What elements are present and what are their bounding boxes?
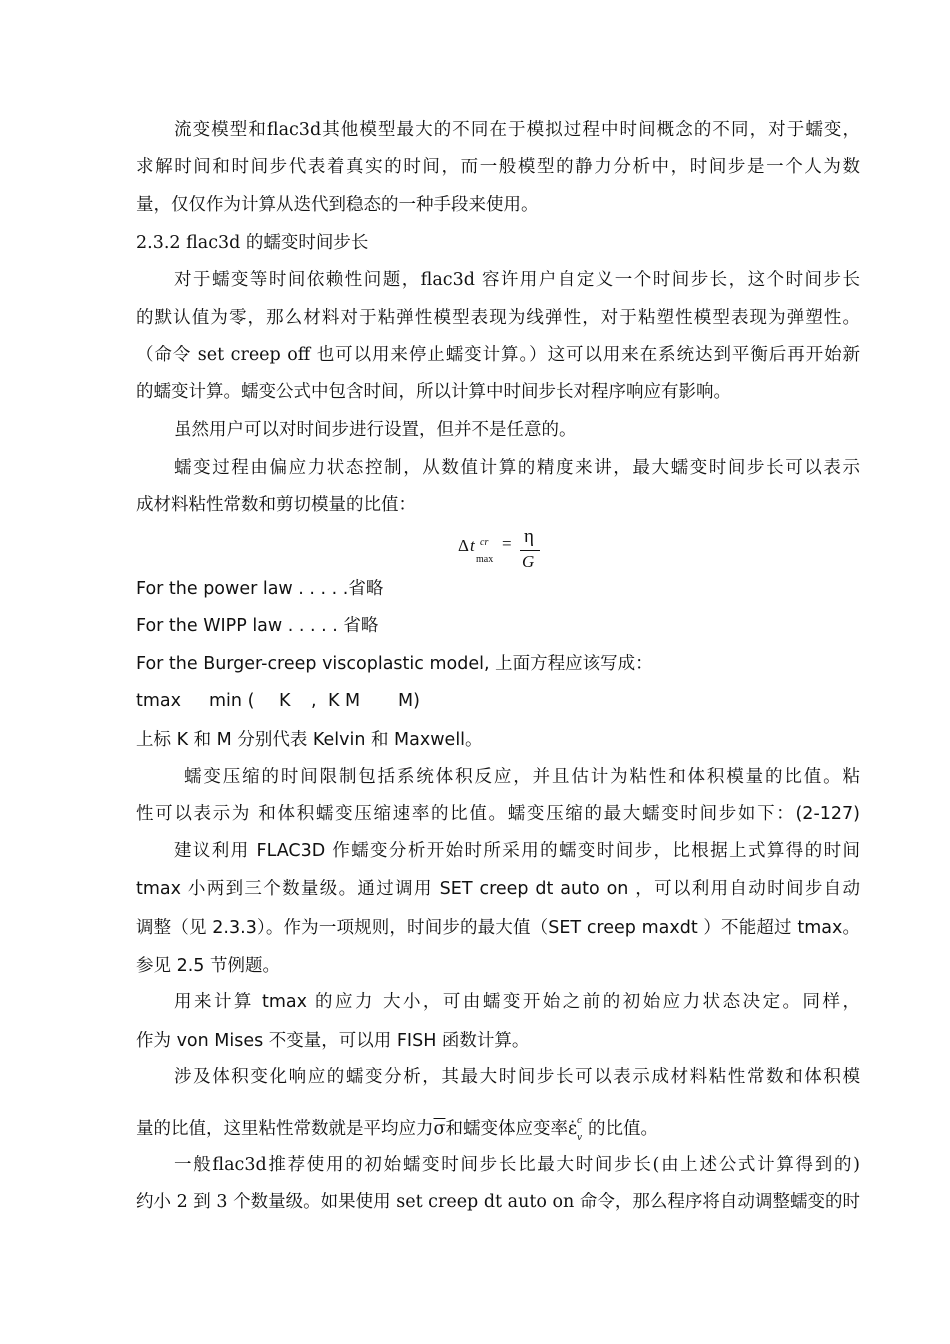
epsilon-dot: ε̇ bbox=[567, 1119, 578, 1139]
paragraph-1-line-1: 流变模型和flac3d其他模型最大的不同在于模拟过程中时间概念的不同，对于蠕变， bbox=[174, 120, 860, 140]
paragraph-3: 虽然用户可以对时间步进行设置，但并不是任意的。 bbox=[174, 420, 577, 440]
paragraph-8-text-c: 的比值。 bbox=[587, 1119, 658, 1139]
tmax-km: K M bbox=[328, 691, 361, 711]
formula-subscript: max bbox=[476, 554, 494, 565]
tmax-label: tmax bbox=[136, 691, 181, 711]
paragraph-5-line-1: 蠕变压缩的时间限制包括系统体积反应，并且估计为粘性和体积模量的比值。粘 bbox=[184, 767, 860, 787]
paragraph-1-line-3: 量，仅仅作为计算从迭代到稳态的一种手段来使用。 bbox=[136, 195, 539, 215]
formula-fraction-bar bbox=[520, 550, 540, 551]
paragraph-2-line-2: 的默认值为零，那么材料对于粘弹性模型表现为线弹性，对于粘塑性模型表现为弹塑性。 bbox=[136, 308, 860, 328]
formula-t: t bbox=[470, 536, 475, 555]
paragraph-4-line-1: 蠕变过程由偏应力状态控制，从数值计算的精度来讲，最大蠕变时间步长可以表示 bbox=[174, 458, 860, 478]
volumetric-strain-rate-symbol bbox=[568, 1117, 588, 1141]
tmax-comma: , bbox=[311, 691, 317, 711]
paragraph-8-text-b: 和蠕变体应变率 bbox=[445, 1119, 568, 1139]
formula-equals: = bbox=[502, 534, 512, 553]
paragraph-9-line-2: 约小 2 到 3 个数量级。如果使用 set creep dt auto on 命令，那么程序将自动调整蠕变的时 bbox=[136, 1192, 860, 1212]
epsilon-superscript: c bbox=[576, 1116, 582, 1126]
tmax-min: min ( bbox=[209, 691, 255, 711]
paragraph-6-line-4: 参见 2.5 节例题。 bbox=[136, 956, 280, 976]
formula-numerator: η bbox=[524, 526, 534, 547]
paragraph-7-line-2: 作为 von Mises 不变量，可以用 FISH 函数计算。 bbox=[136, 1031, 530, 1051]
tmax-m: M) bbox=[398, 691, 420, 711]
paragraph-2-line-3: （命令 set creep off 也可以用来停止蠕变计算。）这可以用来在系统达到平衡后再开始新 bbox=[136, 345, 860, 365]
formula-denominator: G bbox=[522, 552, 535, 571]
formula-delta: Δ bbox=[458, 536, 469, 555]
paragraph-6-line-2: tmax 小两到三个数量级。通过调用 SET creep dt auto on ，可以利用自动时间步自动 bbox=[136, 879, 860, 899]
paragraph-7-line-1: 用来计算 tmax 的应力 大小，可由蠕变开始之前的初始应力状态决定。同样， bbox=[174, 992, 860, 1012]
mean-stress-symbol: $\overline{\sigma}$ bbox=[433, 1119, 446, 1139]
epsilon-subscript: v bbox=[576, 1133, 583, 1143]
paragraph-1-line-2: 求解时间和时间步代表着真实的时间，而一般模型的静力分析中，时间步是一个人为数 bbox=[136, 157, 860, 177]
tmax-k: K bbox=[279, 691, 291, 711]
burger-model-line: For the Burger-creep viscoplastic model, 上面方程应该写成： bbox=[136, 654, 653, 674]
paragraph-8-line-1: 涉及体积变化响应的蠕变分析，其最大时间步长可以表示成材料粘性常数和体积模 bbox=[174, 1067, 860, 1087]
superscript-note: 上标 K 和 M 分别代表 Kelvin 和 Maxwell。 bbox=[136, 730, 483, 750]
formula-superscript: cr bbox=[480, 537, 489, 548]
paragraph-8-text-a: 量的比值，这里粘性常数就是平均应力 bbox=[136, 1119, 434, 1139]
section-heading: 2.3.2 flac3d 的蠕变时间步长 bbox=[136, 233, 369, 253]
power-law-line: For the power law . . . . .省略 bbox=[136, 579, 384, 599]
paragraph-9-line-1: 一般flac3d推荐使用的初始蠕变时间步长比最大时间步长(由上述公式计算得到的) bbox=[174, 1155, 860, 1175]
paragraph-2-line-1: 对于蠕变等时间依赖性问题，flac3d 容许用户自定义一个时间步长，这个时间步长 bbox=[174, 270, 860, 290]
max-creep-timestep-formula bbox=[456, 528, 556, 572]
paragraph-8-line-2 bbox=[136, 1117, 860, 1141]
paragraph-6-line-1: 建议利用 FLAC3D 作蠕变分析开始时所采用的蠕变时间步，比根据上式算得的时间 bbox=[174, 841, 860, 861]
paragraph-2-line-4: 的蠕变计算。蠕变公式中包含时间，所以计算中时间步长对程序响应有影响。 bbox=[136, 382, 731, 402]
paragraph-6-line-3: 调整（见 2.3.3）。作为一项规则，时间步的最大值（SET creep maxdt ）不能超过 tmax。 bbox=[136, 918, 860, 938]
paragraph-4-line-2: 成材料粘性常数和剪切模量的比值： bbox=[136, 495, 416, 515]
wipp-law-line: For the WIPP law . . . . . 省略 bbox=[136, 616, 379, 636]
paragraph-5-line-2: 性可以表示为 和体积蠕变压缩速率的比值。蠕变压缩的最大蠕变时间步如下：(2-127) bbox=[136, 804, 860, 824]
